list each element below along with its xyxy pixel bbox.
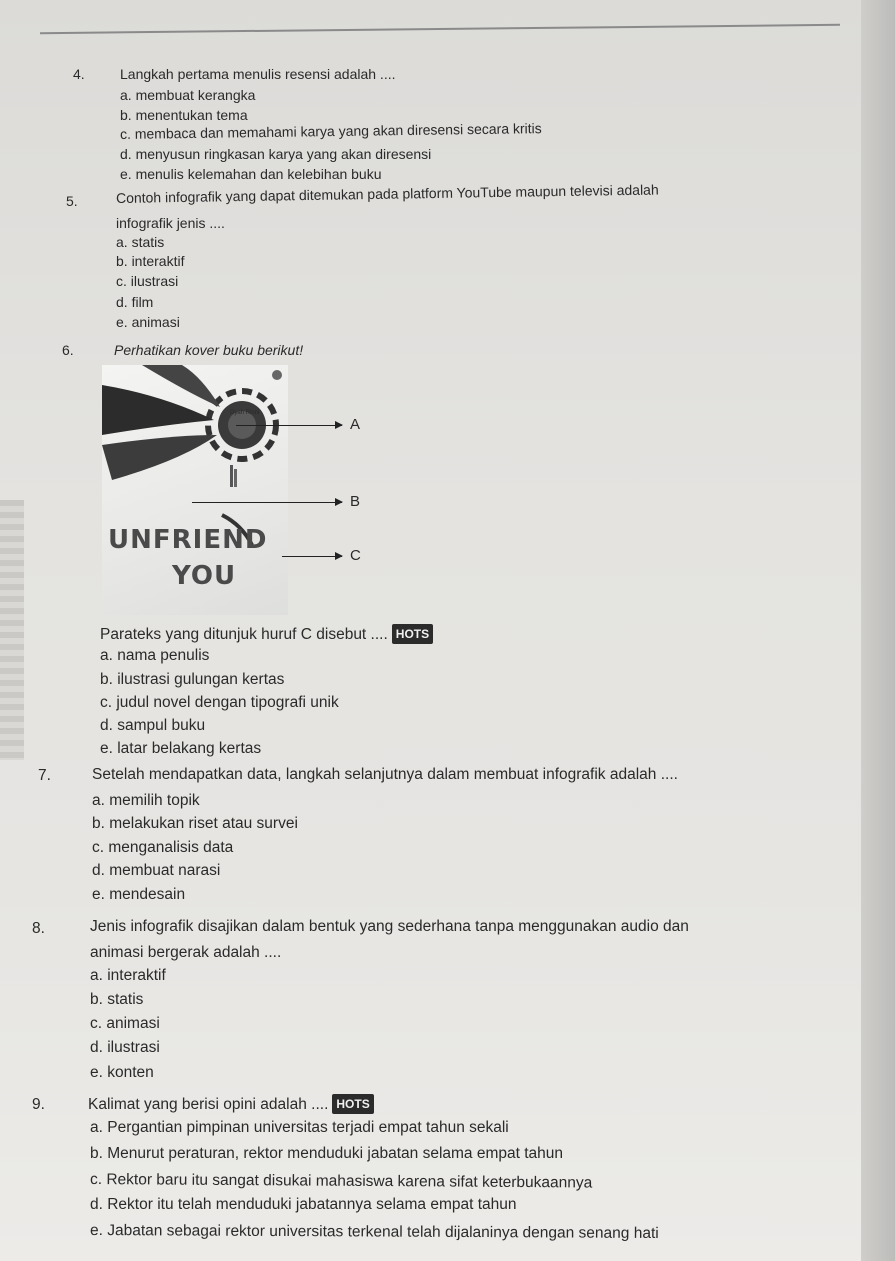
question-8-text-line1: Jenis infografik disajikan dalam bentuk yang sederhana tanpa menggunakan audio dan [90,918,689,935]
question-5-text-line2: infografik jenis .... [116,215,225,231]
question-9-number: 9. [32,1096,45,1113]
question-9-option-b[interactable]: b. Menurut peraturan, rektor menduduki jabatan selama empat tahun [90,1145,564,1162]
pointer-label-b: B [350,493,361,510]
question-9-option-d[interactable]: d. Rektor itu telah menduduki jabatannya selama empat tahun [90,1196,517,1213]
pointer-arrow-c [282,556,342,557]
question-5-number: 5. [66,193,78,209]
question-4-option-b[interactable]: b. menentukan tema [120,107,248,123]
question-8-number: 8. [32,920,45,937]
cover-author-name: Dyah Rinni [230,410,260,416]
question-6-option-c[interactable]: c. judul novel dengan tipografi unik [100,694,339,711]
question-4-option-d[interactable]: d. menyusun ringkasan karya yang akan diresensi [120,146,432,162]
pointer-label-c: C [350,547,361,564]
question-5-option-d[interactable]: d. film [116,294,154,310]
question-7-option-b[interactable]: b. melakukan riset atau survei [92,815,298,832]
question-7-option-c[interactable]: c. menganalisis data [92,839,234,856]
question-4-option-e[interactable]: e. menulis kelemahan dan kelebihan buku [120,166,382,182]
question-5-option-b[interactable]: b. interaktif [116,253,185,269]
question-8-option-e[interactable]: e. konten [90,1064,154,1081]
question-8-option-a[interactable]: a. interaktif [90,967,166,984]
book-cover-image [102,365,288,615]
question-9-option-e[interactable]: e. Jabatan sebagai rektor universitas terkenal telah dijalaninya dengan senang hati [89,1222,659,1242]
question-4-number: 4. [73,66,85,82]
question-5-option-e[interactable]: e. animasi [116,314,180,330]
question-7-text: Setelah mendapatkan data, langkah selanjutnya dalam membuat infografik adalah .... [92,766,678,783]
question-8-option-b[interactable]: b. statis [90,991,144,1008]
pointer-arrow-b [192,502,342,503]
question-7-option-a[interactable]: a. memilih topik [92,792,200,809]
pointer-arrow-a [236,425,342,426]
question-9-prompt [88,1094,374,1114]
question-7-number: 7. [38,767,51,784]
cover-title-line2: YOU [172,561,237,591]
question-9-option-c[interactable]: c. Rektor baru itu sangat disukai mahasiswa karena sifat keterbukaannya [89,1171,593,1192]
question-4-option-a[interactable]: a. membuat kerangka [120,87,256,103]
question-6-option-d[interactable]: d. sampul buku [100,717,206,734]
question-7-option-e[interactable]: e. mendesain [92,886,186,903]
question-6-option-e[interactable]: e. latar belakang kertas [100,740,262,757]
question-6-option-b[interactable]: b. ilustrasi gulungan kertas [100,671,285,688]
hots-badge: HOTS [392,624,433,644]
question-6-followup [100,624,433,644]
pointer-label-a: A [350,416,361,433]
question-9-option-a[interactable]: a. Pergantian pimpinan universitas terjadi empat tahun sekali [90,1119,509,1136]
question-4-text: Langkah pertama menulis resensi adalah .... [120,66,396,82]
question-8-text-line2: animasi bergerak adalah .... [90,944,282,961]
question-6-number: 6. [62,342,74,358]
question-8-option-c[interactable]: c. animasi [90,1015,160,1032]
page-edge [0,500,24,760]
question-5-option-c[interactable]: c. ilustrasi [116,273,179,289]
cover-title-line1: UNFRIEND [108,525,268,555]
book-spine-shadow [861,0,895,1261]
question-7-option-d[interactable]: d. membuat narasi [92,862,221,879]
hots-badge: HOTS [332,1094,373,1114]
question-5-option-a[interactable]: a. statis [116,234,165,250]
question-6-followup-text: Parateks yang ditunjuk huruf C disebut .... [100,626,388,643]
question-6-option-a[interactable]: a. nama penulis [100,647,210,664]
question-5-text-line1: Contoh infografik yang dapat ditemukan pada platform YouTube maupun televisi adalah [115,181,659,206]
question-6-text: Perhatikan kover buku berikut! [114,342,304,358]
question-9-text: Kalimat yang berisi opini adalah .... [88,1096,329,1113]
question-4-option-c[interactable]: c. membaca dan memahami karya yang akan diresensi secara kritis [119,120,542,142]
question-8-option-d[interactable]: d. ilustrasi [90,1039,160,1056]
